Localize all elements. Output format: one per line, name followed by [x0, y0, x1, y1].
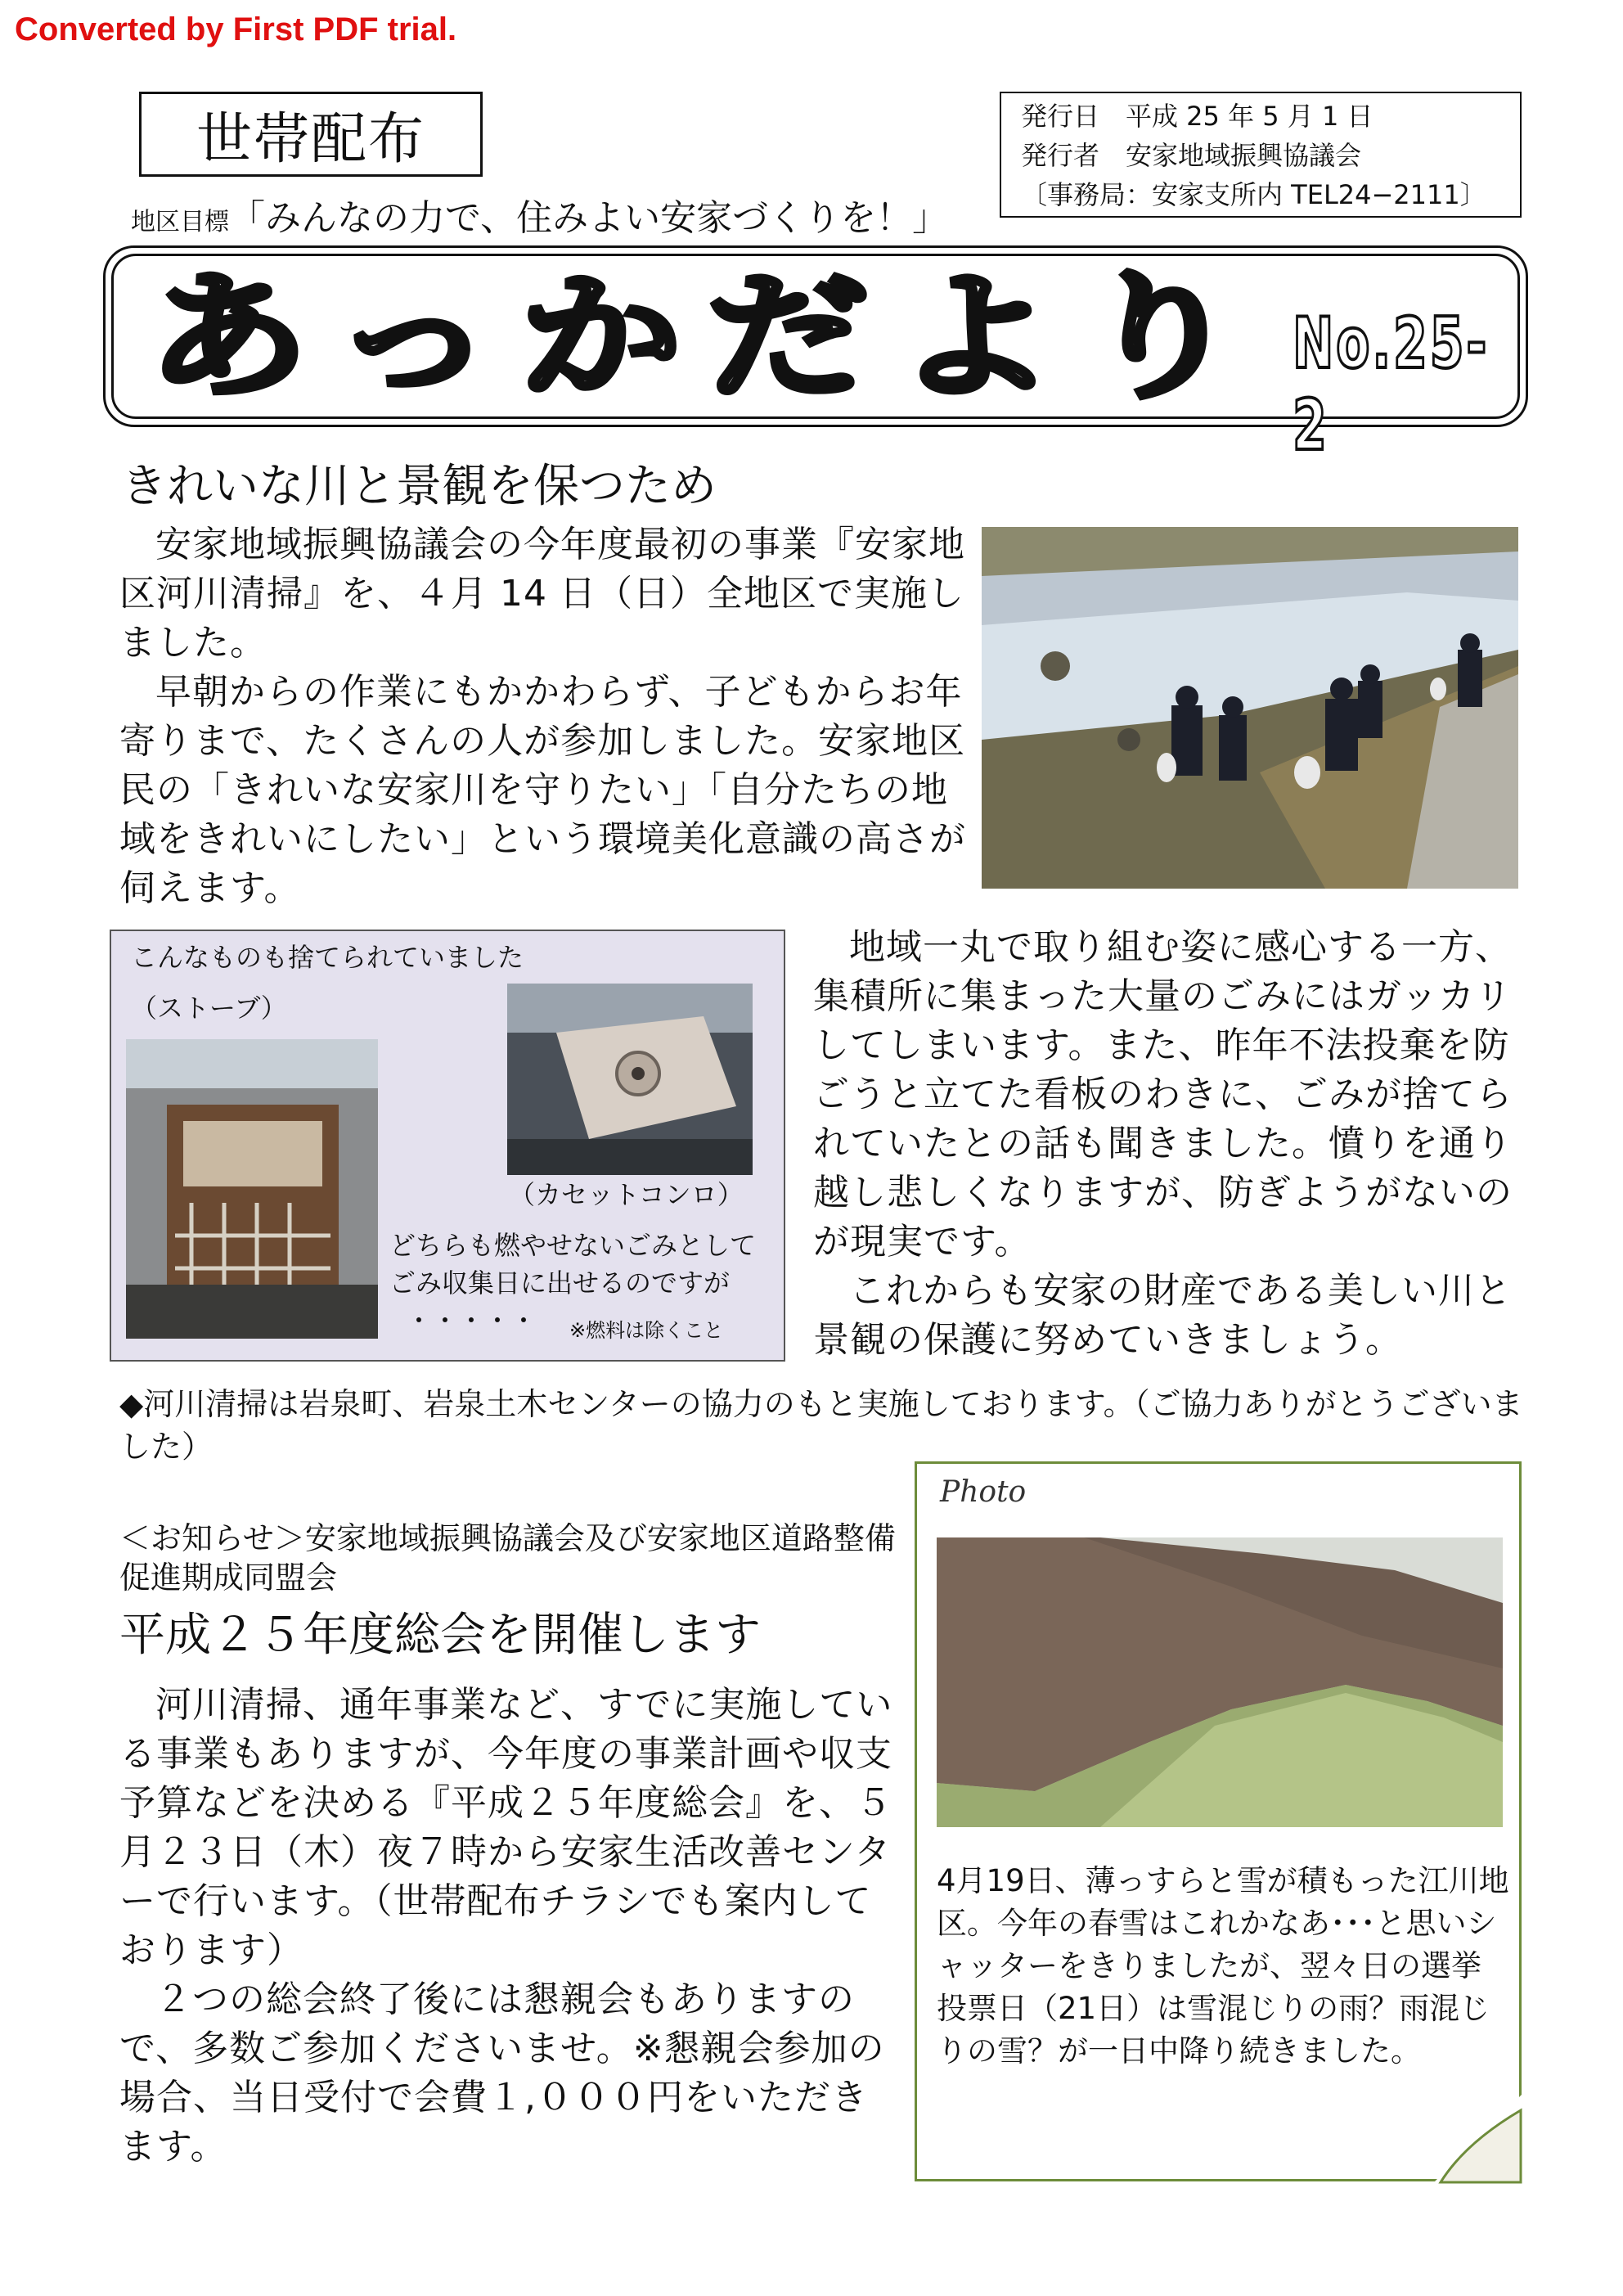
photo-label: Photo [940, 1475, 1027, 1509]
issue-info-box [1000, 92, 1522, 218]
masthead-title [147, 245, 1293, 425]
discarded-items-title: こんなものも捨てられていました [131, 942, 524, 973]
office-contact: 〔事務局：安家支所内 TEL24−2111〕 [1021, 179, 1486, 210]
publisher: 発行者 安家地域振興協議会 [1021, 140, 1362, 171]
article1-intro [119, 520, 970, 913]
article1-heading: きれいな川と景観を保つため [121, 460, 717, 513]
issue-date: 発行日 平成 25 年 5 月 1 日 [1021, 101, 1373, 132]
article1-para2: 早朝からの作業にもかかわらず、子どもからお年寄りまで、たくさんの人が参加しました。安家地区民の「きれいな安家川を守りたい」「自分たちの地域をきれいにしたい」という環境美化意識の高さが伺えます。 [119, 671, 966, 909]
cleanup-note: ◆河川清掃は岩泉町、岩泉土木センターの協力のもと実施しております。（ご協力ありがとうございました） [119, 1386, 1523, 1465]
snowy-hill-photo [937, 1537, 1503, 1827]
article2-para2: ２つの総会終了後には懇親会もありますので、多数ご参加くださいませ。※懇親会参加の場合、当日受付で会費１,０００円をいただきます。 [119, 1979, 885, 2168]
discarded-desc-line1: どちらも燃やせないごみとして [389, 1230, 757, 1261]
article2-body [119, 1681, 897, 2172]
stove-label: （ストーブ） [131, 993, 287, 1024]
article1-para1: 安家地域振興協議会の今年度最初の事業『安家地区河川清掃』を、４月 14 日（日）全地区で実施しました。 [119, 524, 965, 664]
meeting-notice: ＜お知らせ＞安家地域振興協議会及び安家地区道路整備促進期成同盟会 [119, 1520, 896, 1596]
discarded-items-box [110, 930, 785, 1362]
cassette-stove-label: （カセットコンロ） [509, 1179, 744, 1210]
article2-para1: 河川清掃、通年事業など、すでに実施している事業もありますが、今年度の事業計画や収支予算などを決める『平成２５年度総会』を、５月２３日（木）夜７時から安家生活改善センターで行います。（世帯配布チラシでも案内しております） [119, 1684, 893, 1971]
discarded-desc-dots: ・・・・・ [406, 1305, 537, 1336]
discarded-desc-line2: ごみ収集日に出せるのですが [389, 1267, 731, 1299]
cassette-stove-photo [507, 984, 753, 1175]
goal-text: 「みんなの力で、住みよい安家づくりを！」 [229, 197, 949, 239]
fuel-note: ※燃料は除くこと [569, 1319, 724, 1342]
article1-para4: これからも安家の財産である美しい川と景観の保護に努めていきましょう。 [813, 1270, 1512, 1361]
article1-conclusion [813, 923, 1533, 1365]
stove-photo [126, 1039, 378, 1339]
page-curl-corner [1432, 2094, 1522, 2184]
watermark-text: Converted by First PDF trial. [15, 11, 457, 47]
issue-number: No.25-2 [1293, 303, 1490, 466]
photo-card [915, 1461, 1522, 2181]
district-goal [131, 188, 948, 241]
distribution-label: 世帯配布 [139, 92, 483, 177]
river-cleanup-photo [982, 527, 1518, 889]
goal-label: 地区目標 [131, 208, 229, 236]
photo-caption: 4月19日、薄っすらと雪が積もった江川地区。今年の春雪はこれかなあ･･･と思いシャッターをきりましたが、翌々日の選挙投票日（21日）は雪混じりの雨？雨混じりの雪？が一日中降り続きました。 [937, 1863, 1509, 2069]
article1-para3: 地域一丸で取り組む姿に感心する一方、集積所に集まった大量のごみにはガッカリしてしまいます。また、昨年不法投棄を防ごうと立てた看板のわきに、ごみが捨てられていたとの話も聞きました。憤りを通り越し悲しくなりますが、防ぎようがないのが現実です。 [813, 926, 1513, 1263]
masthead-title-text: あっかだより [147, 257, 1268, 417]
article2-heading: 平成２５年度総会を開催します [119, 1609, 761, 1662]
